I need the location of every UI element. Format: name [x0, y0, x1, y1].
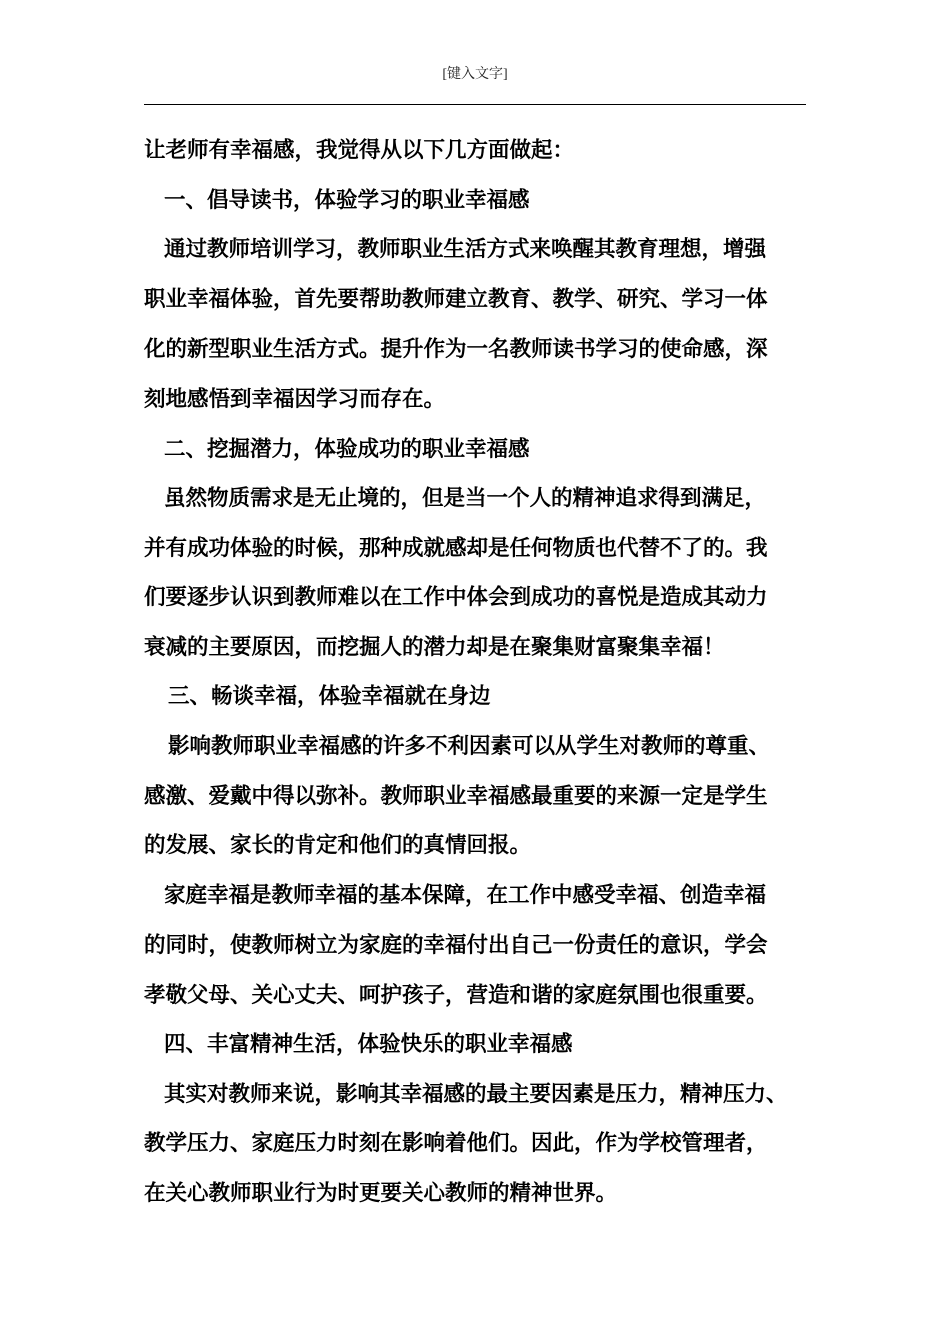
paragraph-line: 化的新型职业生活方式。提升作为一名教师读书学习的使命感，深 — [144, 337, 768, 362]
paragraph-line: 其实对教师来说，影响其幸福感的最主要因素是压力，精神压力、 — [164, 1082, 788, 1107]
paragraph-line: 感激、爱戴中得以弥补。教师职业幸福感最重要的来源一定是学生 — [144, 784, 768, 809]
paragraph-line: 在关心教师职业行为时更要关心教师的精神世界。 — [144, 1181, 618, 1206]
paragraph-line: 衰减的主要原因，而挖掘人的潜力却是在聚集财富聚集幸福！ — [144, 635, 725, 660]
paragraph-line: 的发展、家长的肯定和他们的真情回报。 — [144, 833, 532, 858]
paragraph-line: 们要逐步认识到教师难以在工作中体会到成功的喜悦是造成其动力 — [144, 585, 768, 610]
paragraph-line: 的同时，使教师树立为家庭的幸福付出自己一份责任的意识，学会 — [144, 933, 768, 958]
paragraph-line: 家庭幸福是教师幸福的基本保障，在工作中感受幸福、创造幸福 — [164, 883, 767, 908]
paragraph-line: 虽然物质需求是无止境的，但是当一个人的精神追求得到满足， — [164, 486, 767, 511]
page-header: [键入文字] — [442, 67, 508, 82]
paragraph-line: 通过教师培训学习，教师职业生活方式来唤醒其教育理想，增强 — [164, 237, 767, 262]
section-heading-3: 三、畅谈幸福，体验幸福就在身边 — [168, 684, 491, 709]
section-heading-1: 一、倡导读书，体验学习的职业幸福感 — [164, 188, 530, 213]
paragraph-line: 并有成功体验的时候，那种成就感却是任何物质也代替不了的。我 — [144, 536, 768, 561]
paragraph-line: 刻地感悟到幸福因学习而存在。 — [144, 387, 446, 412]
paragraph-line: 职业幸福体验，首先要帮助教师建立教育、教学、研究、学习一体 — [144, 287, 768, 312]
header-divider — [144, 104, 806, 105]
paragraph-line: 影响教师职业幸福感的许多不利因素可以从学生对教师的尊重、 — [168, 734, 771, 759]
paragraph-line: 教学压力、家庭压力时刻在影响着他们。因此，作为学校管理者， — [144, 1131, 768, 1156]
section-heading-2: 二、挖掘潜力，体验成功的职业幸福感 — [164, 437, 530, 462]
section-heading-4: 四、丰富精神生活，体验快乐的职业幸福感 — [164, 1032, 573, 1057]
paragraph-line: 孝敬父母、关心丈夫、呵护孩子，营造和谐的家庭氛围也很重要。 — [144, 983, 768, 1008]
intro-line: 让老师有幸福感，我觉得从以下几方面做起： — [144, 138, 575, 163]
